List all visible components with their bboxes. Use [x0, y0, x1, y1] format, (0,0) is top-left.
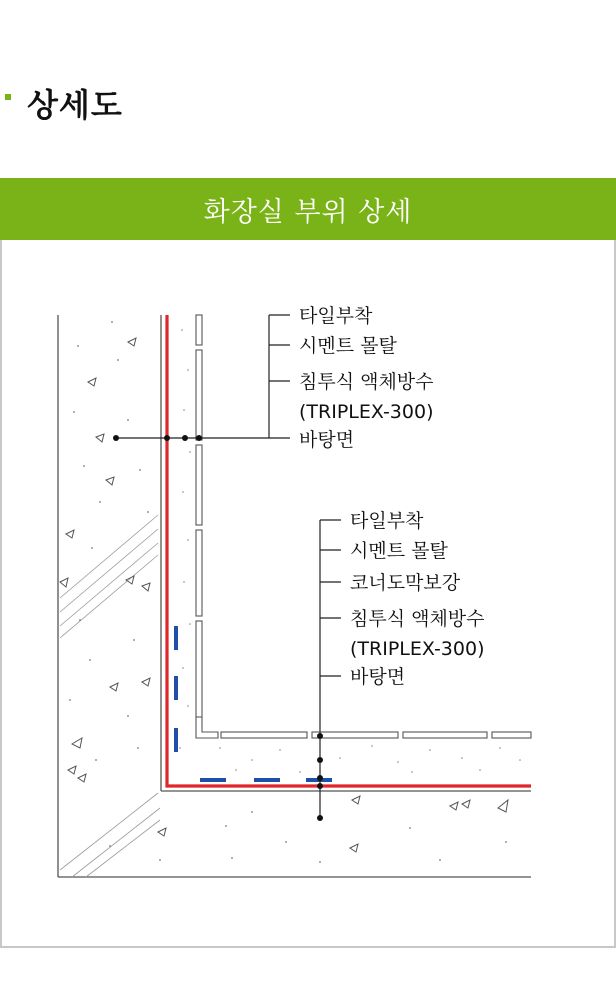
floor-label-corner-reinforcement: 코너도막보강	[350, 572, 461, 594]
wall-tiles	[196, 315, 202, 717]
wall-leader	[116, 315, 290, 438]
wall-label-substrate: 바탕면	[299, 429, 355, 451]
panel-header: 화장실 부위 상세	[0, 178, 616, 240]
floor-label-product: (TRIPLEX-300)	[350, 638, 485, 660]
floor-leader	[320, 520, 341, 818]
floor-label-waterproofing: 침투식 액체방수	[350, 608, 485, 630]
wall-label-tile: 타일부착	[299, 305, 373, 327]
aggregate-marks	[60, 338, 508, 852]
page-title: 상세도	[27, 86, 123, 124]
wall-label-mortar: 시멘트 몰탈	[299, 335, 397, 357]
floor-tiles	[221, 732, 531, 738]
concrete-outline	[58, 315, 531, 877]
floor-label-mortar: 시멘트 몰탈	[350, 540, 448, 562]
floor-label-substrate: 바탕면	[350, 666, 406, 688]
floor-label-tile: 타일부착	[350, 510, 424, 532]
wall-label-product: (TRIPLEX-300)	[299, 401, 434, 423]
wall-label-waterproofing: 침투식 액체방수	[299, 371, 434, 393]
concrete-hatch	[60, 515, 160, 877]
corner-tile	[196, 717, 218, 738]
